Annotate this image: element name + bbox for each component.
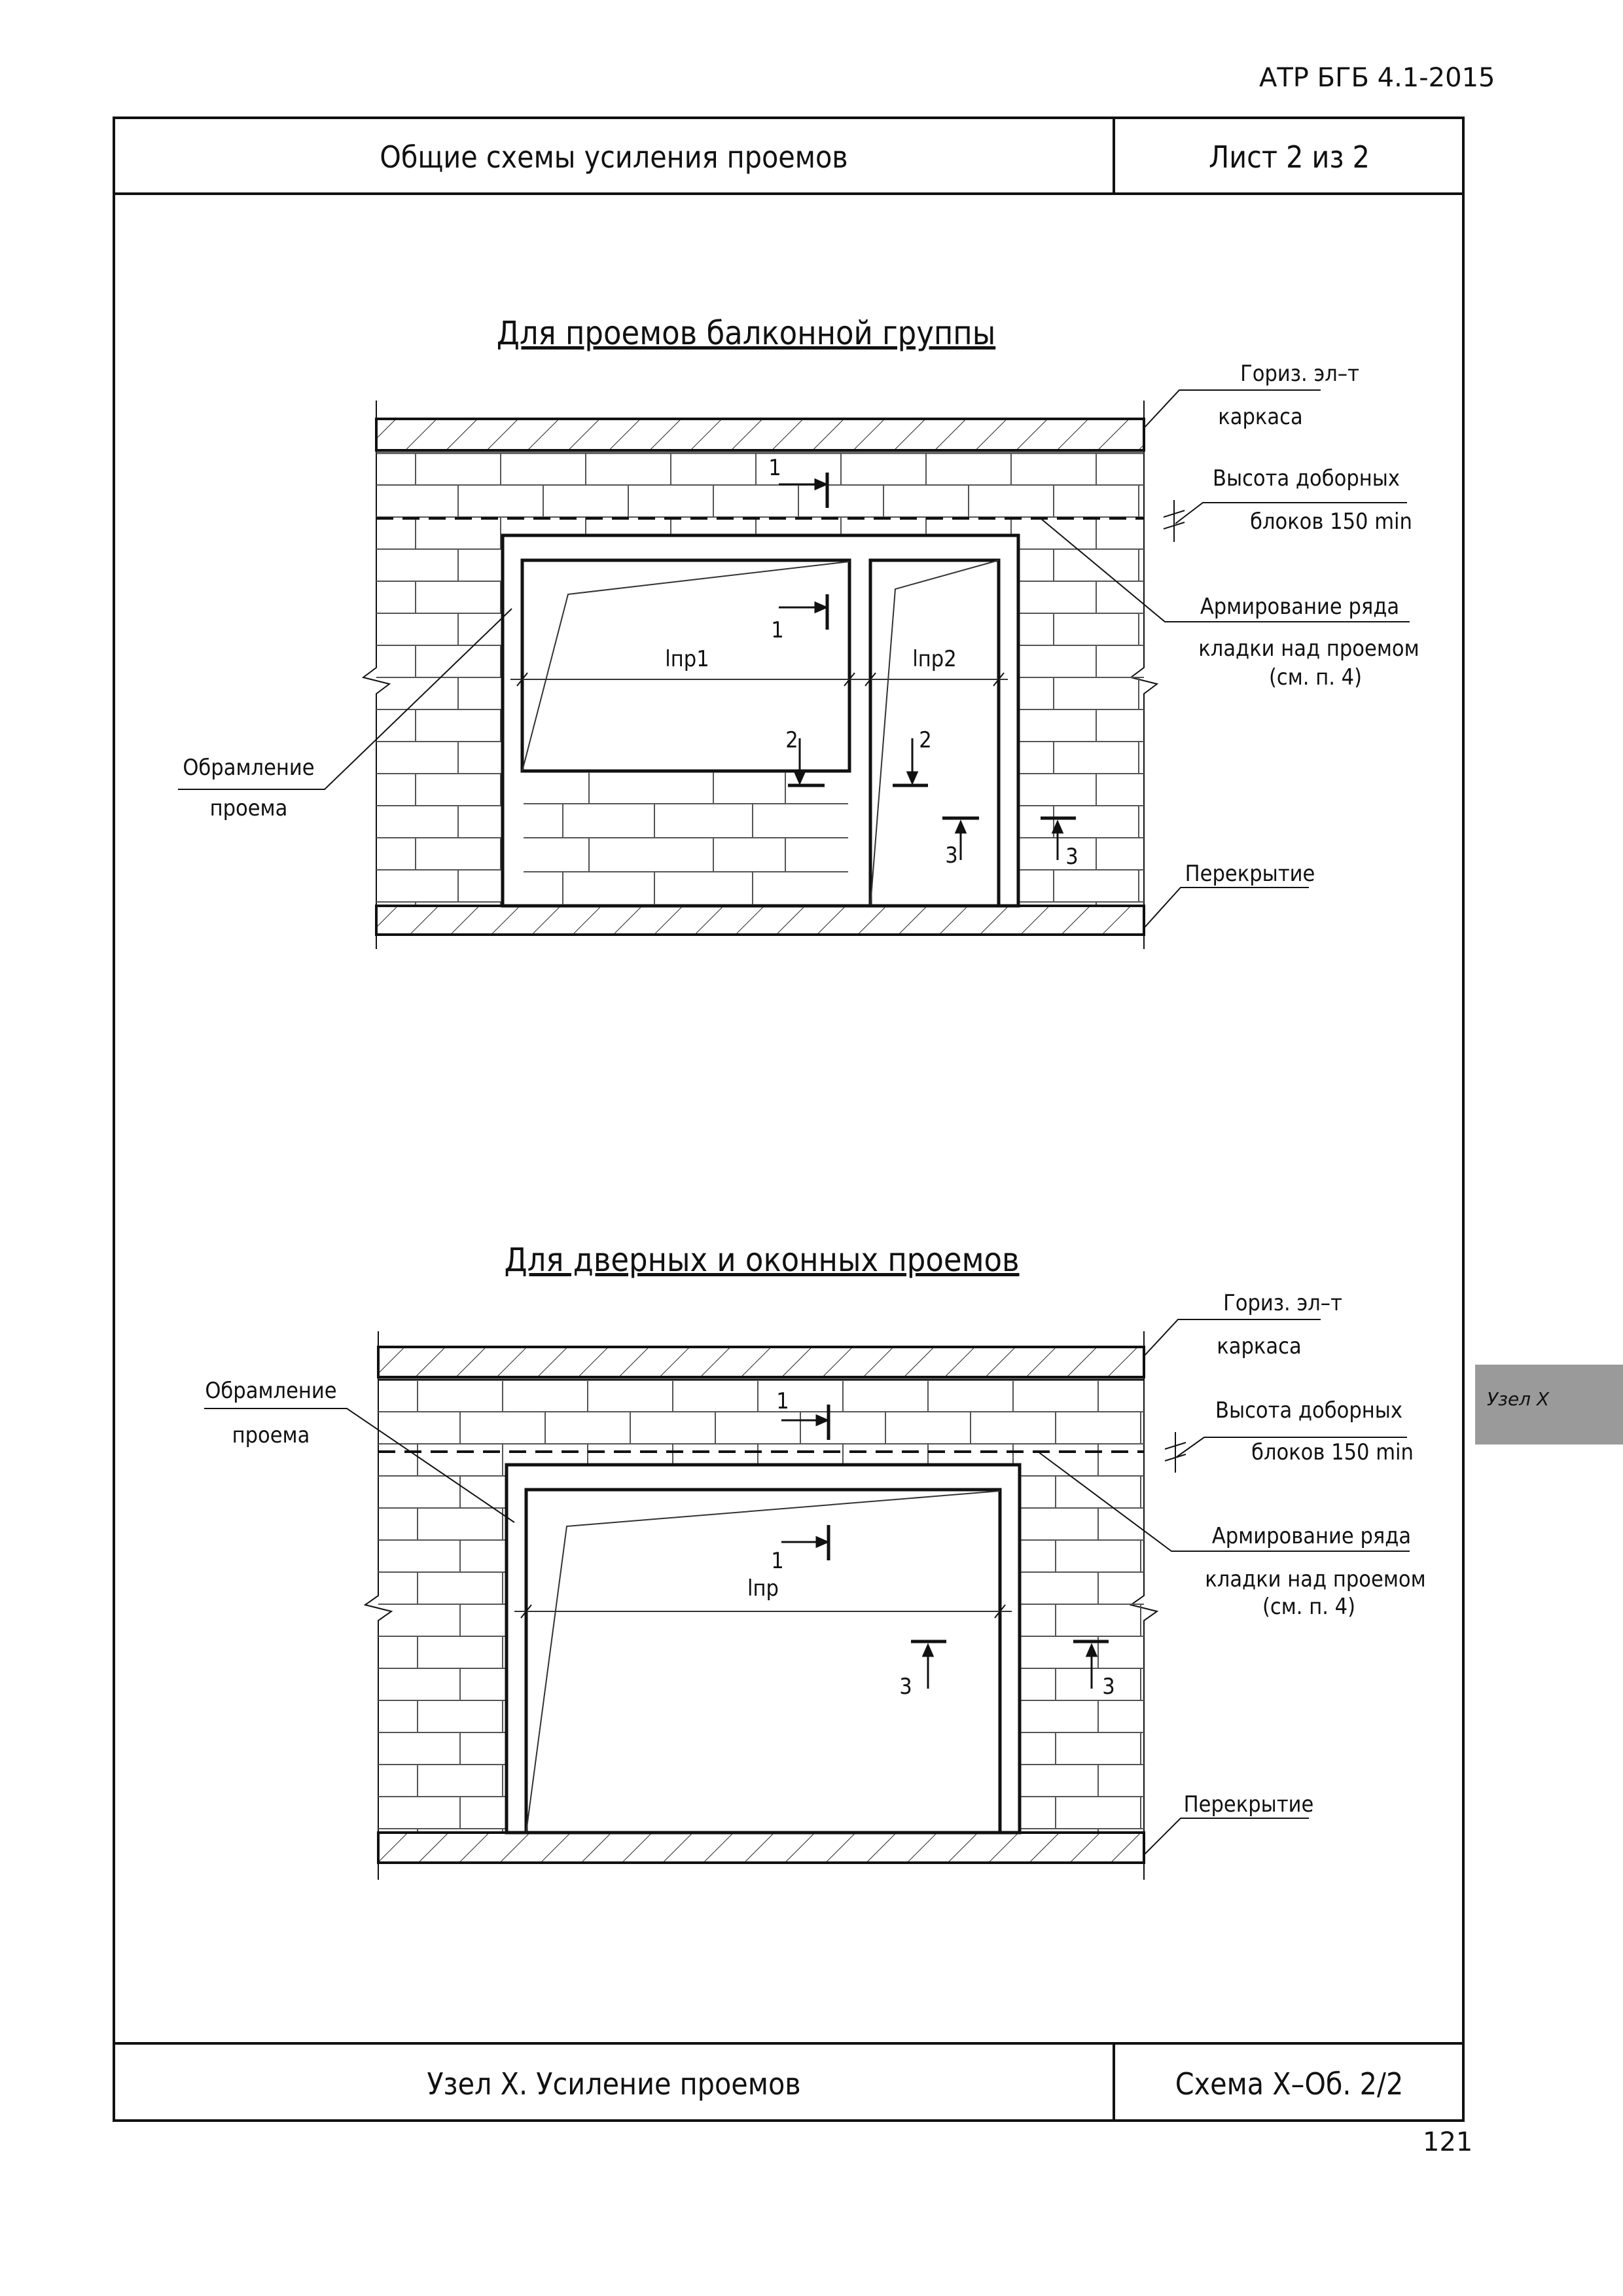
label-block-height-1: Высота доборных (1215, 1397, 1403, 1424)
section-number-1b: 1 (771, 617, 784, 643)
label-block-height-2: блоков 150 min (1251, 1439, 1414, 1465)
page-number: 121 (1423, 2127, 1473, 2157)
side-tab-label: Узел Х (1487, 1388, 1550, 1410)
diagram-balcony-group (178, 314, 1419, 949)
label-opening-frame-1: Обрамление (183, 755, 315, 781)
section-number-3b: 3 (1065, 844, 1079, 870)
footer-title: Узел Х. Усиление проемов (427, 2066, 801, 2102)
span-label: lпр (747, 1575, 779, 1602)
horizontal-frame-element (376, 419, 1144, 450)
label-reinforcement-2: кладки над проемом (1205, 1566, 1426, 1592)
diagram-title: Для дверных и оконных проемов (504, 1241, 1020, 1279)
section-number-3: 3 (899, 1674, 912, 1700)
door-opening (870, 560, 999, 906)
diagram-title: Для проемов балконной группы (496, 314, 996, 352)
wall-break-left (365, 1331, 391, 1880)
label-opening-frame-2: проема (209, 795, 288, 821)
section-number-2: 2 (785, 727, 798, 753)
horizontal-frame-element (378, 1347, 1144, 1377)
header-sheet-number: Лист 2 из 2 (1209, 139, 1370, 175)
span-label-2: lпр2 (912, 646, 957, 672)
wall-break-right (1131, 401, 1157, 949)
leader-floor (1144, 1818, 1309, 1855)
label-reinforcement-3: (см. п. 4) (1262, 1594, 1356, 1620)
diagram-door-window (204, 1241, 1426, 1880)
label-reinforcement-2: кладки над проемом (1198, 636, 1419, 662)
label-reinforcement-1: Армирование ряда (1200, 594, 1400, 620)
label-floor: Перекрытие (1183, 1791, 1314, 1818)
label-floor: Перекрытие (1185, 861, 1315, 887)
wall-break-left (363, 401, 389, 949)
section-number-3: 3 (945, 842, 958, 869)
section-number-1b: 1 (771, 1548, 784, 1574)
label-horizontal-element-2: каркаса (1218, 404, 1303, 430)
section-number-1: 1 (776, 1388, 789, 1414)
label-block-height-1: Высота доборных (1212, 465, 1400, 492)
label-horizontal-element-2: каркаса (1217, 1333, 1302, 1359)
header-title: Общие схемы усиления проемов (380, 139, 848, 175)
side-tab (1475, 1365, 1623, 1444)
label-horizontal-element-1: Гориз. эл–т (1223, 1290, 1342, 1316)
section-number-1: 1 (768, 455, 781, 481)
document-code: АТР БГБ 4.1-2015 (1259, 63, 1495, 93)
span-label-1: lпр1 (665, 646, 709, 672)
label-opening-frame-2: проема (232, 1422, 310, 1448)
section-number-2b: 2 (919, 727, 932, 753)
height-dimension-marker (1164, 500, 1185, 542)
label-opening-frame-1: Обрамление (205, 1378, 337, 1404)
section-marker-1 (779, 473, 827, 508)
leader-floor (1144, 888, 1309, 928)
label-block-height-2: блоков 150 min (1250, 509, 1412, 535)
label-reinforcement-3: (см. п. 4) (1268, 664, 1363, 691)
wall-break-right (1131, 1331, 1157, 1880)
section-number-3b: 3 (1102, 1674, 1115, 1700)
floor-slab (378, 1833, 1144, 1863)
floor-slab (376, 906, 1144, 935)
label-horizontal-element-1: Гориз. эл–т (1240, 361, 1359, 387)
label-reinforcement-1: Армирование ряда (1211, 1523, 1412, 1549)
footer-scheme-number: Схема Х–Об. 2/2 (1175, 2066, 1404, 2102)
